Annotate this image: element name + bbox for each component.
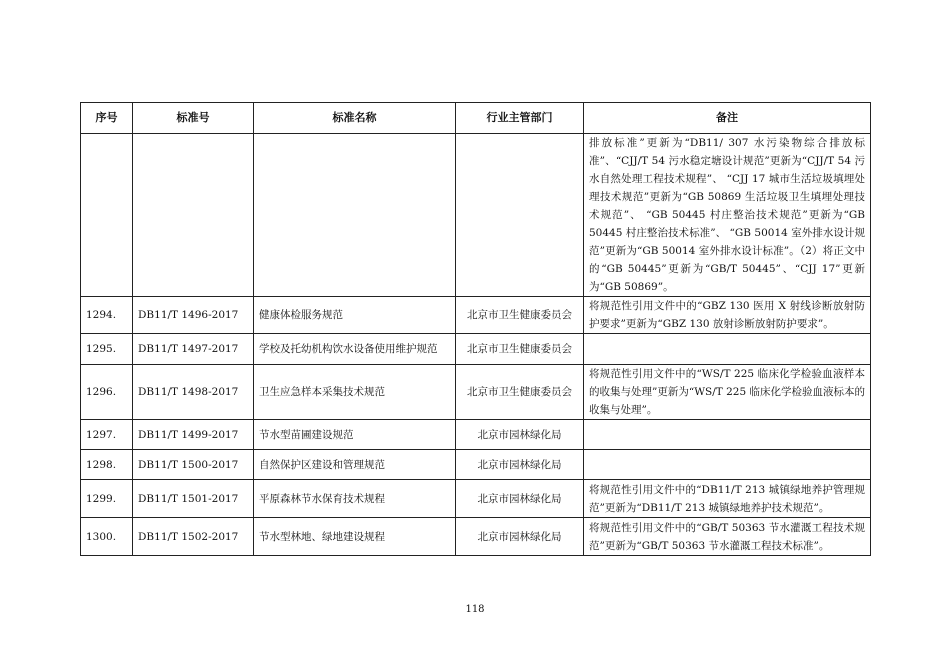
table-row bbox=[81, 450, 871, 480]
row-department: 北京市卫生健康委员会 bbox=[456, 365, 584, 420]
row-code: DB11/T 1499-2017 bbox=[133, 420, 254, 450]
table-row bbox=[81, 480, 871, 518]
table-row bbox=[81, 334, 871, 365]
table-header-row bbox=[81, 103, 871, 134]
row-note: 将规范性引用文件中的“GBZ 130 医用 X 射线诊断放射防护要求”更新为“GBZ 130 放射诊断放射防护要求”。 bbox=[584, 297, 871, 334]
row-note bbox=[584, 450, 871, 480]
row-code: DB11/T 1501-2017 bbox=[133, 480, 254, 518]
row-name: 自然保护区建设和管理规范 bbox=[254, 450, 456, 480]
row-note: 将规范性引用文件中的“WS/T 225 临床化学检验血液样本的收集与处理”更新为“WS/T 225 临床化学检验血液标本的收集与处理”。 bbox=[584, 365, 871, 420]
row-department: 北京市园林绿化局 bbox=[456, 450, 584, 480]
row-name: 节水型苗圃建设规范 bbox=[254, 420, 456, 450]
row-department: 北京市园林绿化局 bbox=[456, 480, 584, 518]
row-name: 健康体检服务规范 bbox=[254, 297, 456, 334]
table-row bbox=[81, 420, 871, 450]
row-department: 北京市园林绿化局 bbox=[456, 518, 584, 556]
page-number: 118 bbox=[465, 604, 485, 615]
row-code: DB11/T 1498-2017 bbox=[133, 365, 254, 420]
row-index: 1294. bbox=[81, 297, 133, 334]
row-department: 北京市园林绿化局 bbox=[456, 420, 584, 450]
row-note: 将规范性引用文件中的“GB/T 50363 节水灌溉工程技术规范”更新为“GB/T 50363 节水灌溉工程技术标准”。 bbox=[584, 518, 871, 556]
row-index: 1296. bbox=[81, 365, 133, 420]
row-index: 1299. bbox=[81, 480, 133, 518]
continuation-name bbox=[254, 134, 456, 297]
row-index: 1300. bbox=[81, 518, 133, 556]
standards-table bbox=[80, 102, 871, 556]
row-name: 学校及托幼机构饮水设备使用维护规范 bbox=[254, 334, 456, 365]
row-department: 北京市卫生健康委员会 bbox=[456, 334, 584, 365]
row-note bbox=[584, 334, 871, 365]
table-row bbox=[81, 297, 871, 334]
continuation-note: 排放标准”更新为“DB11/ 307 水污染物综合排放标准”、“CJJ/T 54 污水稳定塘设计规范”更新为“CJJ/T 54 污水自然处理工程技术规程”、 “CJJ 17 城市生活垃圾填埋处理技术规范”更新为“GB 50869 生活垃圾卫生填埋处理技术规范”、 “GB 50445 村庄整治技术规范”更新为“GB 50445 村庄整治技术标准”、 “GB 50014 室外排水设计规范”更新为“GB 50014 室外排水设计标准”。（2）将正文中的“GB 50445”更新为“GB/T 50445”、“CJJ 17”更新为“GB 50869”。 bbox=[584, 134, 871, 297]
row-name: 节水型林地、绿地建设规程 bbox=[254, 518, 456, 556]
row-index: 1297. bbox=[81, 420, 133, 450]
table-row bbox=[81, 518, 871, 556]
row-code: DB11/T 1496-2017 bbox=[133, 297, 254, 334]
continuation-index bbox=[81, 134, 133, 297]
row-note: 将规范性引用文件中的“DB11/T 213 城镇绿地养护管理规范”更新为“DB11/T 213 城镇绿地养护技术规范”。 bbox=[584, 480, 871, 518]
header-name: 标准名称 bbox=[254, 103, 456, 134]
header-note: 备注 bbox=[584, 103, 871, 134]
row-department: 北京市卫生健康委员会 bbox=[456, 297, 584, 334]
header-code: 标准号 bbox=[133, 103, 254, 134]
row-name: 卫生应急样本采集技术规范 bbox=[254, 365, 456, 420]
table-row bbox=[81, 365, 871, 420]
row-index: 1295. bbox=[81, 334, 133, 365]
row-note bbox=[584, 420, 871, 450]
row-index: 1298. bbox=[81, 450, 133, 480]
continuation-department bbox=[456, 134, 584, 297]
row-name: 平原森林节水保育技术规程 bbox=[254, 480, 456, 518]
row-code: DB11/T 1502-2017 bbox=[133, 518, 254, 556]
continuation-code bbox=[133, 134, 254, 297]
continuation-row bbox=[81, 134, 871, 297]
row-code: DB11/T 1500-2017 bbox=[133, 450, 254, 480]
header-department: 行业主管部门 bbox=[456, 103, 584, 134]
header-index: 序号 bbox=[81, 103, 133, 134]
row-code: DB11/T 1497-2017 bbox=[133, 334, 254, 365]
